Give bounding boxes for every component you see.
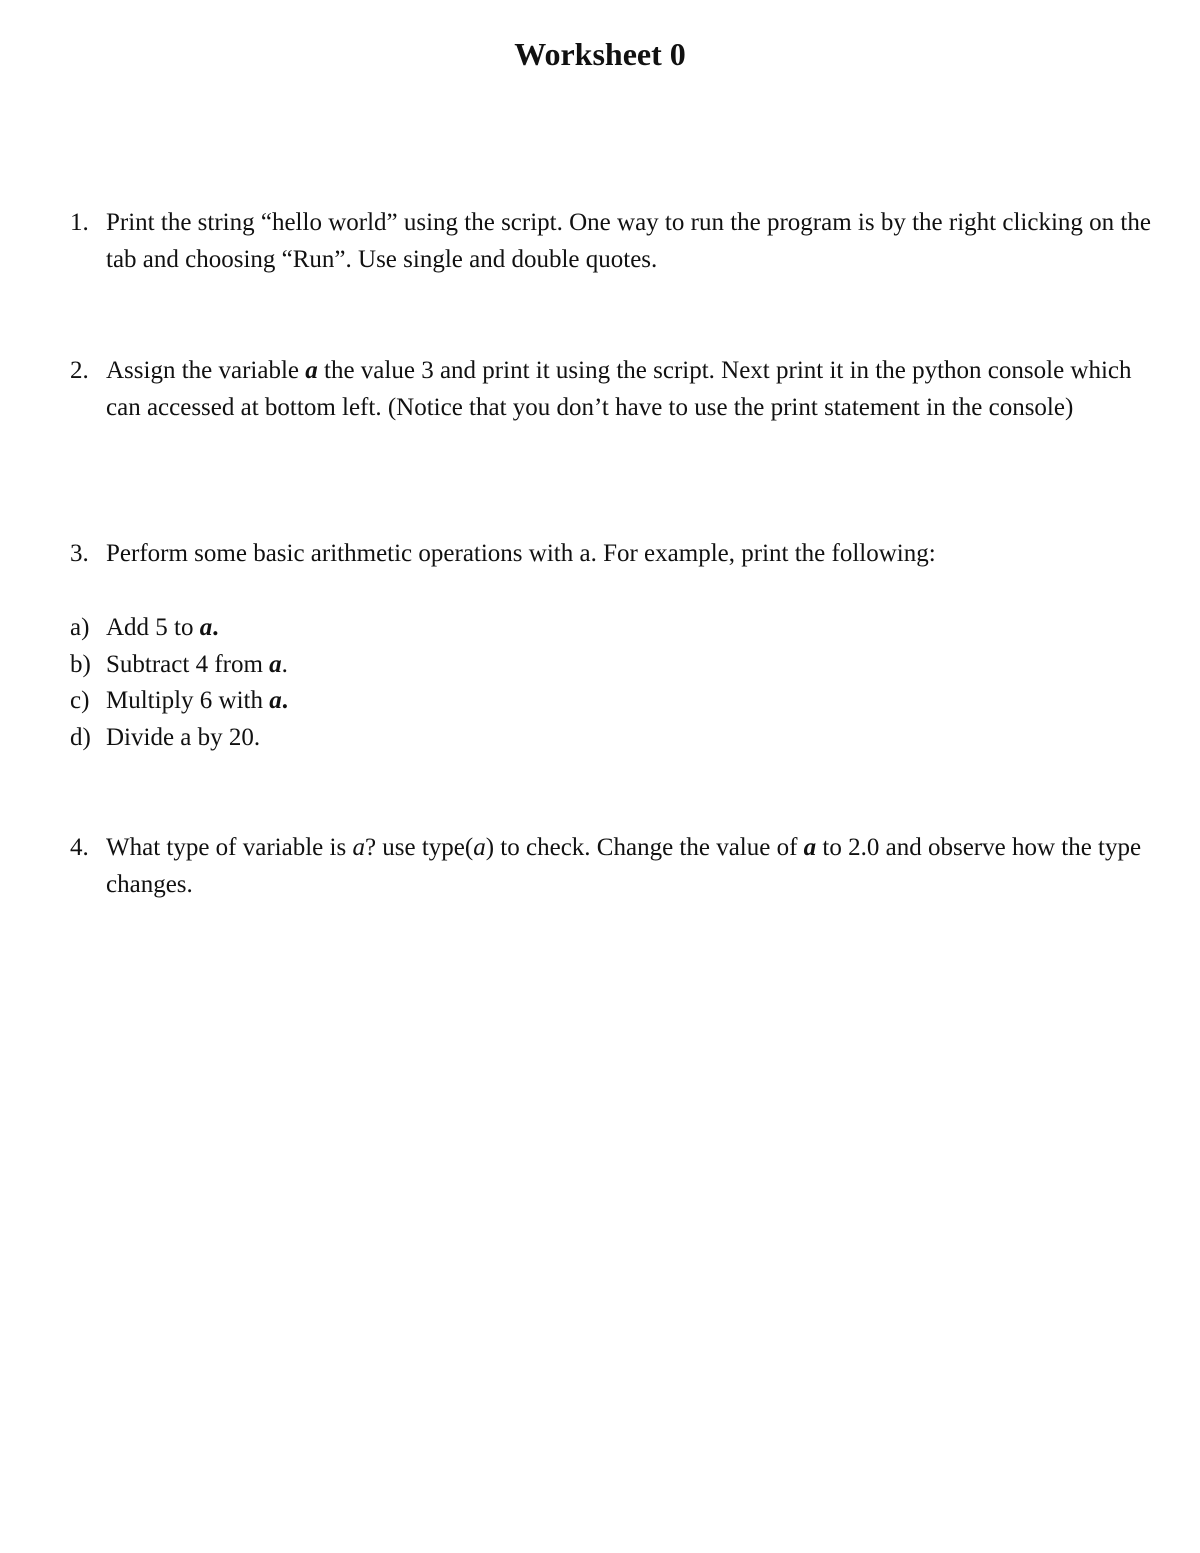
question-text-part: the value 3 and print it using the script. Next print it in the python console which can accessed at bottom left. (Notice that you don’t have to use the print statement in the console) [106, 357, 1132, 421]
sub-question-period: . [212, 614, 219, 641]
variable-name: a [199, 614, 213, 641]
question-1 [70, 205, 1170, 278]
sub-question-c [70, 683, 670, 720]
sub-question-text-part: Multiply 6 with [106, 687, 270, 714]
variable-name: a [352, 834, 365, 861]
question-3 [70, 536, 1170, 573]
sub-question-letter: c) [70, 687, 90, 714]
sub-question-text-part: Add 5 to [106, 614, 200, 641]
sub-question-text: Divide a by 20. [106, 723, 261, 751]
sub-question-d [70, 720, 670, 757]
question-number: 4. [70, 834, 89, 861]
question-text-part: Assign the variable [106, 357, 306, 384]
question-text [106, 830, 1170, 903]
sub-question-letter: d) [70, 723, 91, 751]
question-text: Print the string “hello world” using the script. One way to run the program is by the right clicking on the tab and choosing “Run”. Use single and double quotes. [106, 209, 1151, 273]
question-text-part: What type of variable is [106, 834, 353, 861]
question-text-part: ? use type( [364, 834, 474, 861]
sub-question-b [70, 647, 670, 684]
question-number: 3. [70, 540, 89, 567]
sub-question-text-part: Subtract 4 from [106, 650, 270, 678]
variable-name: a [305, 357, 318, 384]
variable-name: a [269, 687, 282, 714]
page-title: Worksheet 0 [514, 36, 686, 72]
sub-question-text [106, 683, 288, 720]
sub-question-letter: b) [70, 650, 91, 678]
variable-name: a [473, 834, 486, 861]
variable-name: a [269, 650, 282, 678]
sub-question-period: . [281, 650, 288, 678]
sub-question-letter: a) [70, 614, 90, 641]
question-2 [70, 353, 1170, 426]
variable-name: a [803, 834, 817, 861]
question-text [106, 353, 1170, 426]
question-number: 1. [70, 209, 89, 236]
sub-question-text [106, 647, 288, 684]
sub-question-list [70, 610, 670, 756]
question-text: Perform some basic arithmetic operations with a. For example, print the following: [106, 540, 936, 567]
sub-question-period: . [281, 687, 288, 714]
sub-question-text [106, 610, 219, 647]
question-number: 2. [70, 357, 89, 384]
question-text-part: ) to check. Change the value of [485, 834, 804, 861]
question-4 [70, 830, 1170, 903]
sub-question-a [70, 610, 670, 647]
question-text-part: to 2.0 and observe how the type changes. [106, 834, 1142, 898]
